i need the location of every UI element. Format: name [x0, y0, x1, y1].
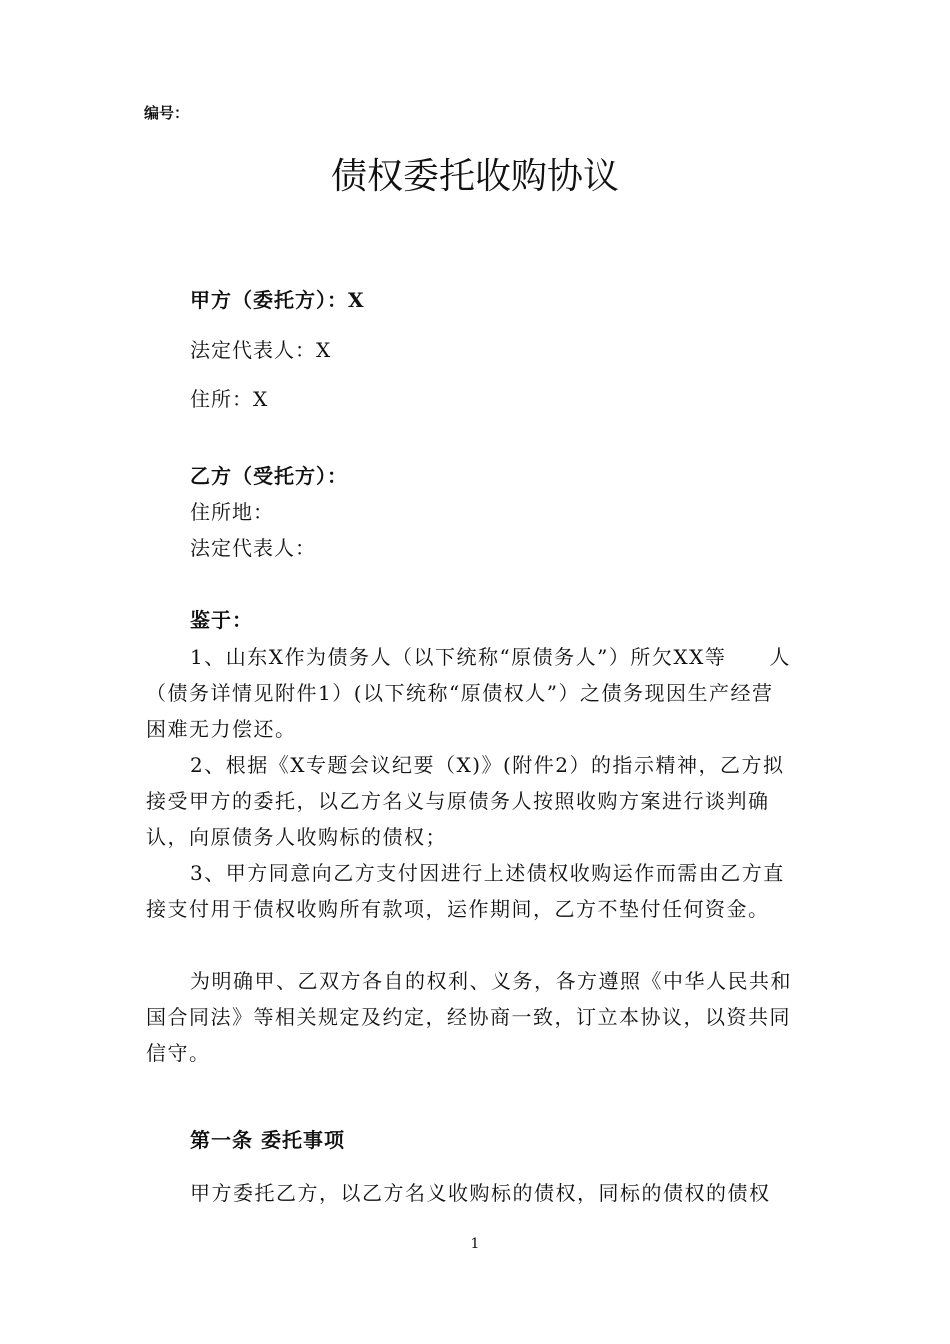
party-a-address: 住所：X: [190, 387, 269, 411]
party-b-address: 住所地：: [190, 500, 274, 524]
whereas-item2-line: 认，向原债务人收购标的债权；: [146, 825, 447, 849]
document-title: 债权委托收购协议: [330, 156, 619, 197]
party-b-heading: 乙方（受托方）：: [190, 464, 348, 488]
whereas-heading: 鉴于：: [190, 608, 253, 632]
page-number: 1: [470, 1236, 480, 1252]
whereas-item3-line: 3、甲方同意向乙方支付因进行上述债权收购运作而需由乙方直: [190, 861, 785, 885]
article1-text: 甲方委托乙方，以乙方名义收购标的债权，同标的债权的债权: [190, 1181, 771, 1205]
whereas-item2-line: 接受甲方的委托，以乙方名义与原债务人按照收购方案进行谈判确: [146, 789, 770, 813]
purpose-line: 为明确甲、乙双方各自的权利、义务，各方遵照《中华人民共和: [190, 969, 792, 993]
whereas-item1-line: 1、山东X作为债务人（以下统称“原债务人”）所欠XX等 人: [190, 645, 791, 669]
party-b-representative: 法定代表人：: [190, 536, 316, 560]
party-a-heading: 甲方（委托方）：X: [190, 288, 365, 312]
article1-heading: 第一条 委托事项: [190, 1128, 345, 1152]
party-a-representative: 法定代表人：X: [190, 338, 332, 362]
whereas-item1-line: 困难无力偿还。: [146, 717, 297, 741]
whereas-item2-line: 2、根据《X专题会议纪要（X)》(附件2）的指示精神，乙方拟: [190, 753, 785, 777]
purpose-line: 国合同法》等相关规定及约定，经协商一致，订立本协议，以资共同: [146, 1005, 791, 1029]
purpose-line: 信守。: [146, 1041, 211, 1065]
whereas-item3-line: 接支付用于债权收购所有款项，运作期间，乙方不垫付任何资金。: [146, 897, 770, 921]
whereas-item1-line: （债务详情见附件1）(以下统称“原债权人”）之债务现因生产经营: [146, 681, 774, 705]
document-number-label: 编号：: [144, 104, 190, 122]
